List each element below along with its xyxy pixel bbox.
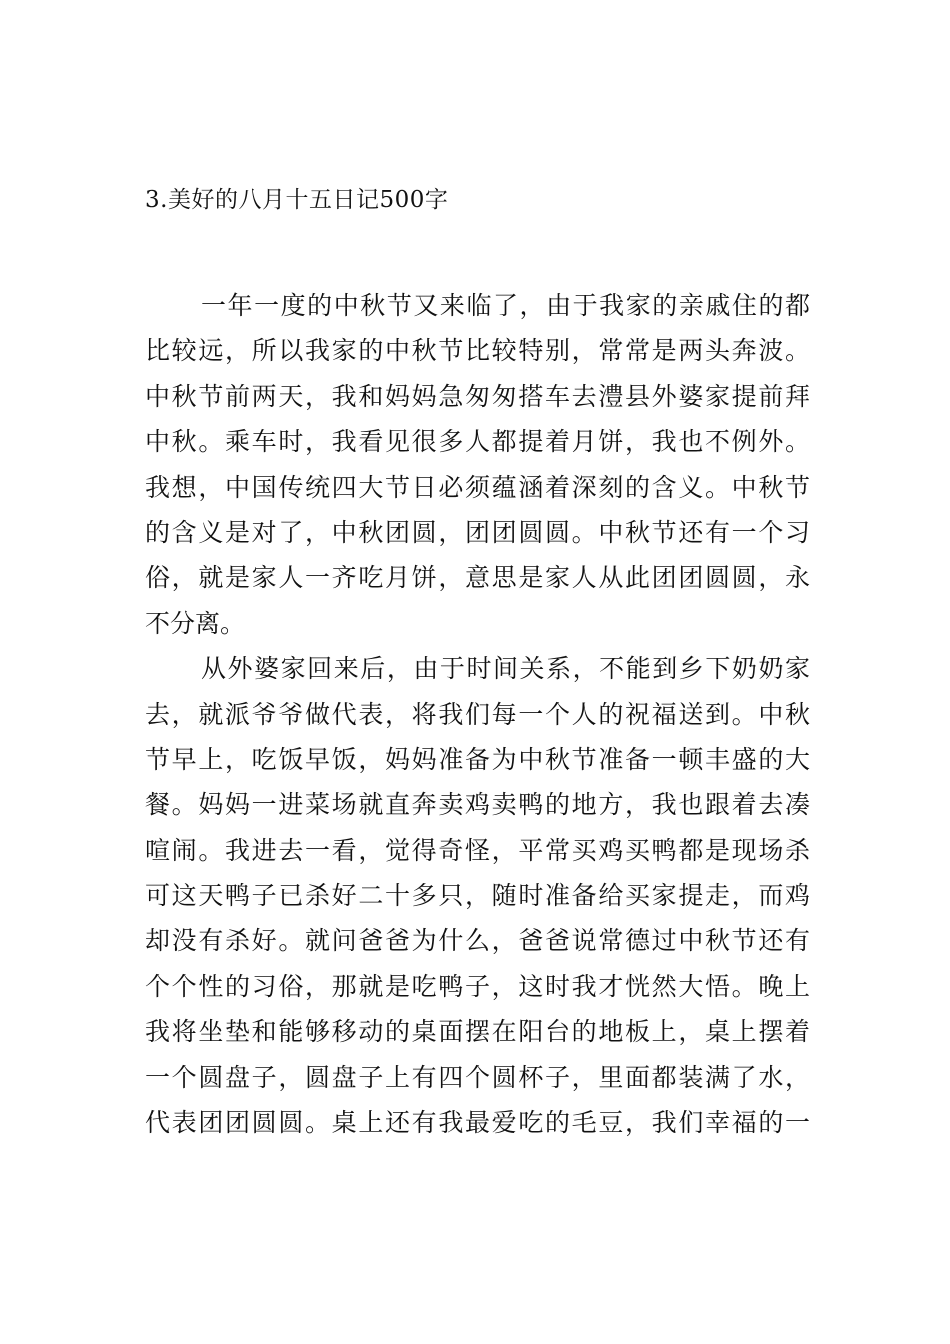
text-line: 中秋节前两天，我和妈妈急匆匆搭车去澧县外婆家提前拜	[145, 381, 810, 411]
text-line: 从外婆家回来后，由于时间关系，不能到乡下奶奶家	[201, 654, 810, 684]
text-line: 喧闹。我进去一看，觉得奇怪，平常买鸡买鸭都是现场杀	[145, 835, 810, 865]
text-line: 不分离。	[145, 608, 246, 638]
text-line: 一年一度的中秋节又来临了，由于我家的亲戚住的都	[201, 291, 810, 320]
text-line: 一个圆盘子，圆盘子上有四个圆杯子，里面都装满了水，	[145, 1062, 810, 1092]
text-line: 餐。妈妈一进菜场就直奔卖鸡卖鸭的地方，我也跟着去凑	[145, 790, 810, 820]
text-line: 个个性的习俗，那就是吃鸭子，这时我才恍然大悟。晚上	[145, 971, 810, 1001]
text-line: 我想，中国传统四大节日必须蕴涵着深刻的含义。中秋节	[145, 472, 810, 502]
text-line: 的含义是对了，中秋团圆，团团圆圆。中秋节还有一个习	[145, 517, 810, 547]
text-line: 比较远，所以我家的中秋节比较特别，常常是两头奔波。	[145, 336, 810, 366]
text-line: 俗，就是家人一齐吃月饼，意思是家人从此团团圆圆，永	[145, 563, 810, 593]
paragraph-2	[145, 646, 810, 1145]
paragraph-1	[145, 283, 810, 646]
text-line: 可这天鸭子已杀好二十多只，随时准备给买家提走，而鸡	[145, 881, 810, 911]
text-line: 去，就派爷爷做代表，将我们每一个人的祝福送到。中秋	[145, 699, 810, 729]
text-line: 中秋。乘车时，我看见很多人都提着月饼，我也不例外。	[145, 427, 810, 457]
text-line: 却没有杀好。就问爸爸为什么，爸爸说常德过中秋节还有	[145, 926, 810, 956]
text-line: 代表团团圆圆。桌上还有我最爱吃的毛豆，我们幸福的一	[145, 1108, 810, 1138]
text-line: 我将坐垫和能够移动的桌面摆在阳台的地板上，桌上摆着	[145, 1017, 810, 1047]
document-title: 3.美好的八月十五日记500字	[145, 187, 449, 213]
text-line: 节早上，吃饭早饭，妈妈准备为中秋节准备一顿丰盛的大	[145, 744, 810, 774]
document-body	[145, 283, 810, 1145]
